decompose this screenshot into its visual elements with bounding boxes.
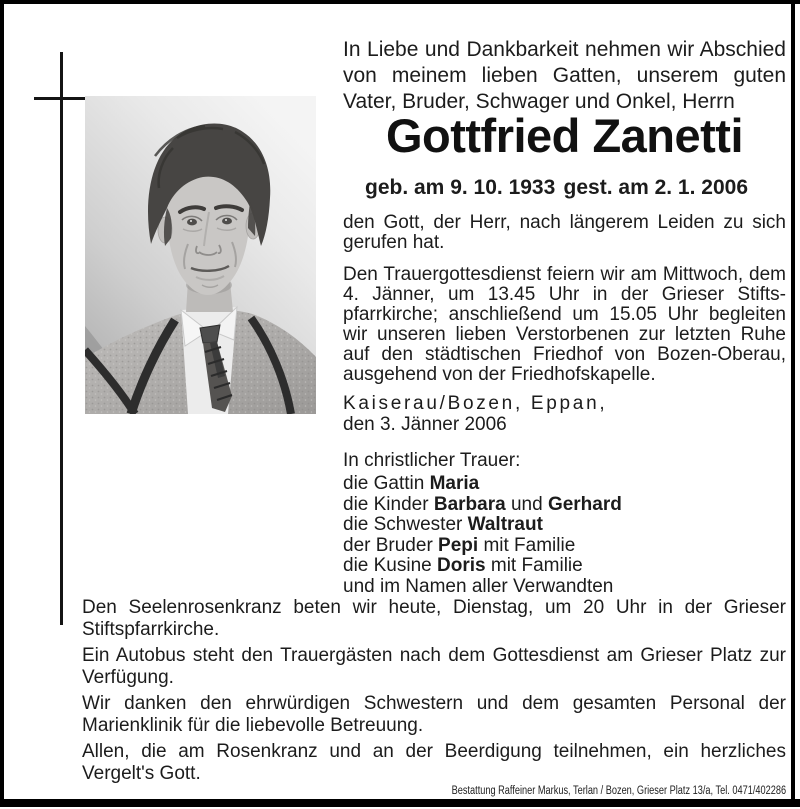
funeral-home-imprint: Bestattung Raffeiner Markus, Terlan / Bozen, Grieser Platz 13/a, Tel. 0471/402286 <box>451 785 786 797</box>
mourner-line: die Kusine Doris mit Familie <box>343 555 583 576</box>
birth-date: geb. am 9. 10. 1933 <box>365 176 556 199</box>
place-date-block <box>343 393 786 435</box>
mourner-line: und im Namen aller Verwandten <box>343 575 614 597</box>
cross-icon <box>60 52 63 625</box>
mourners-list <box>343 474 786 597</box>
date-line: den 3. Jänner 2006 <box>343 414 507 435</box>
mourner-line: die Schwester Waltraut <box>343 514 543 535</box>
place-line: Kaiserau/Bozen, Eppan, <box>343 393 608 414</box>
life-dates <box>343 176 786 200</box>
passing-text: den Gott, der Herr, nach längerem Leiden zu sich gerufen hat. <box>343 212 786 253</box>
frame-border-top <box>0 0 800 4</box>
intro-text: In Liebe und Dankbarkeit nehmen wir Abschied von meinem lieben Gatten, unserem guten Vater, Bruder, Schwager und Onkel, Herrn <box>343 38 786 113</box>
mourner-line: die Gattin Maria <box>343 473 480 494</box>
announcement-column <box>343 37 786 599</box>
cross-icon <box>34 97 90 100</box>
portrait-illustration <box>85 96 316 414</box>
gratitude-notice: Allen, die am Rosenkranz und an der Beerdigung teilnehmen, ein herzliches Vergelt's Gott. <box>82 741 786 784</box>
frame-border-left <box>0 0 4 807</box>
bus-notice: Ein Autobus steht den Trauergästen nach dem Gottesdienst am Grieser Platz zur Verfügung. <box>82 645 786 688</box>
thanks-notice: Wir danken den ehrwürdigen Schwestern und dem gesamten Personal der Marienklinik für die liebevolle Betreuung. <box>82 693 786 736</box>
mourner-line: die Kinder Barbara und Gerhard <box>343 493 622 515</box>
mourning-header: In christlicher Trauer: <box>343 450 521 471</box>
rosary-notice: Den Seelenrosenkranz beten wir heute, Dienstag, um 20 Uhr in der Grieser Stiftspfarrkirche. <box>82 597 786 640</box>
mourner-line: der Bruder Pepi mit Familie <box>343 534 576 556</box>
deceased-name: Gottfried Zanetti <box>385 109 744 162</box>
notices-block <box>82 597 786 789</box>
frame-border-bottom <box>0 799 800 807</box>
deceased-portrait-photo <box>85 96 316 414</box>
death-date: gest. am 2. 1. 2006 <box>563 176 748 199</box>
service-text: Den Trauergottesdienst feiern wir am Mittwoch, dem 4. Jänner, um 13.45 Uhr in der Grieser Stiftspfarrkirche; anschließend um 15.05 Uhr begleiten wir unseren lieben Verstorbenen zur letzten Ruhe auf den städtischen Friedhof von Bozen-Oberau, ausgehend von der Friedhofskapelle. <box>343 264 786 385</box>
frame-border-right <box>791 0 795 807</box>
